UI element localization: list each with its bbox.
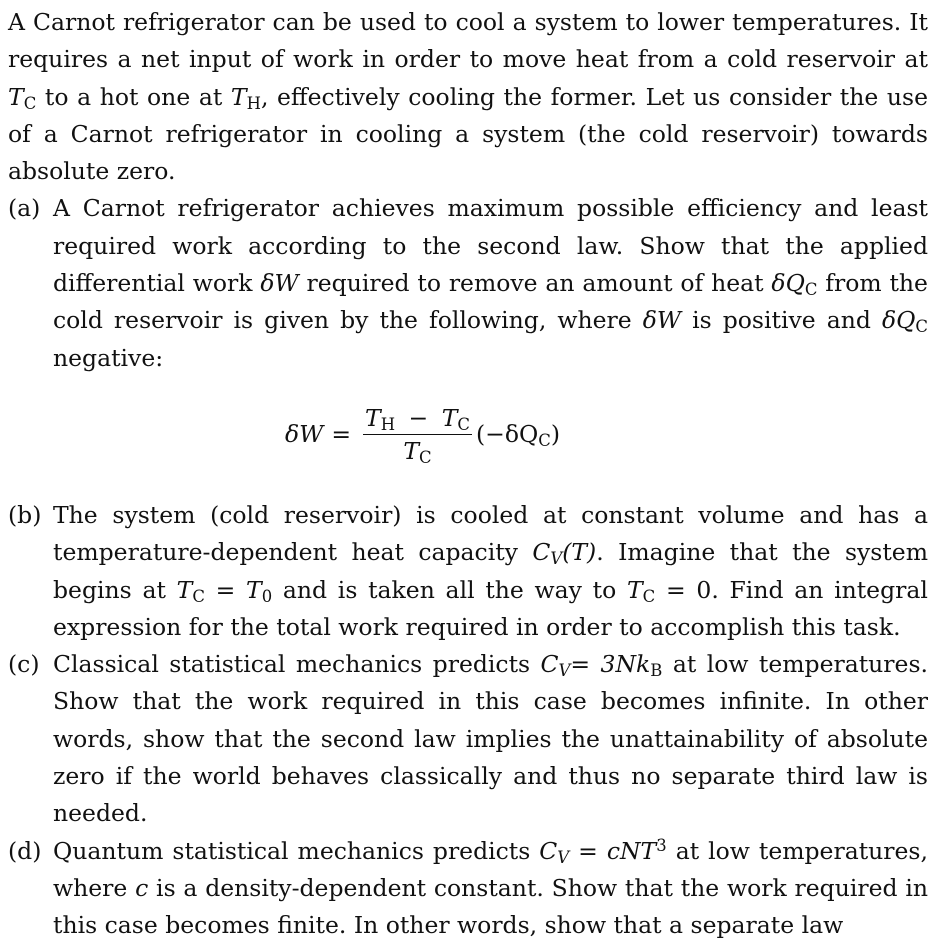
intro-paragraph: A Carnot refrigerator can be used to cool a system to lower temperatures. It requires a net input of work in order to move heat from a cold reservoir at $T_C$ to a hot one at $T_H$, effectively cooling the former. Let us consider the use of a Carnot refrigerator in cooling a system (the cold reservoir) towards absolute zero. xyxy=(8,8,928,186)
work-equation: δW = $\frac{T_H - T_C}{T_C}$ $(-\delta Q_C)$ xyxy=(285,404,561,468)
part-a-label: (a) xyxy=(8,194,41,223)
temperature-fraction xyxy=(363,404,472,468)
part-a: (a) A Carnot refrigerator achieves maximum possible efficiency and least required work according to the second law. Show that the applied differential work δW required to remove an amount of heat $\delta Q_C$ from the cold reservoir is given by the following, where δW is positive and $\delta Q_C$ negative: xyxy=(8,190,928,376)
heat-term: $(-\delta Q_C)$ xyxy=(475,420,561,451)
part-c: (c) Classical statistical mechanics predicts $C_V= 3Nk_B$ at low temperatures. Show that the work required in this case becomes infinite. In other words, show that the second law implies the unattainability of absolute zero if the world behaves classically and thus no separate third law is needed. xyxy=(8,646,928,832)
fraction-numerator: $T_H - T_C$ xyxy=(365,404,470,435)
fraction-denominator: $T_C$ xyxy=(403,437,432,468)
part-c-label: (c) xyxy=(8,650,40,679)
part-b: (b) The system (cold reservoir) is cooled at constant volume and has a temperature-dependent heat capacity $C_V(T)$. Imagine that the system begins at $T_C = T_0$ and is taken all the way to $T_C = 0$. Find an integral expression for the total work required in order to accomplish this task. xyxy=(8,497,928,646)
part-d-label: (d) xyxy=(8,836,42,865)
part-d: (d) Quantum statistical mechanics predicts $C_V = cNT^3$ at low temperatures, where c is a density-dependent constant. Show that the work required in this case becomes finite. In other words, show that a separate law xyxy=(8,833,928,945)
part-b-label: (b) xyxy=(8,500,42,529)
intro-line: It requires a net input of work in order to move heat from a cold reservoir at xyxy=(8,8,928,74)
intro-line: A Carnot refrigerator can be used to cool a system to lower temperatures. xyxy=(8,8,902,36)
intro-line: Carnot refrigerator in cooling a system (the cold reservoir) towards absolute zero. xyxy=(8,119,928,186)
